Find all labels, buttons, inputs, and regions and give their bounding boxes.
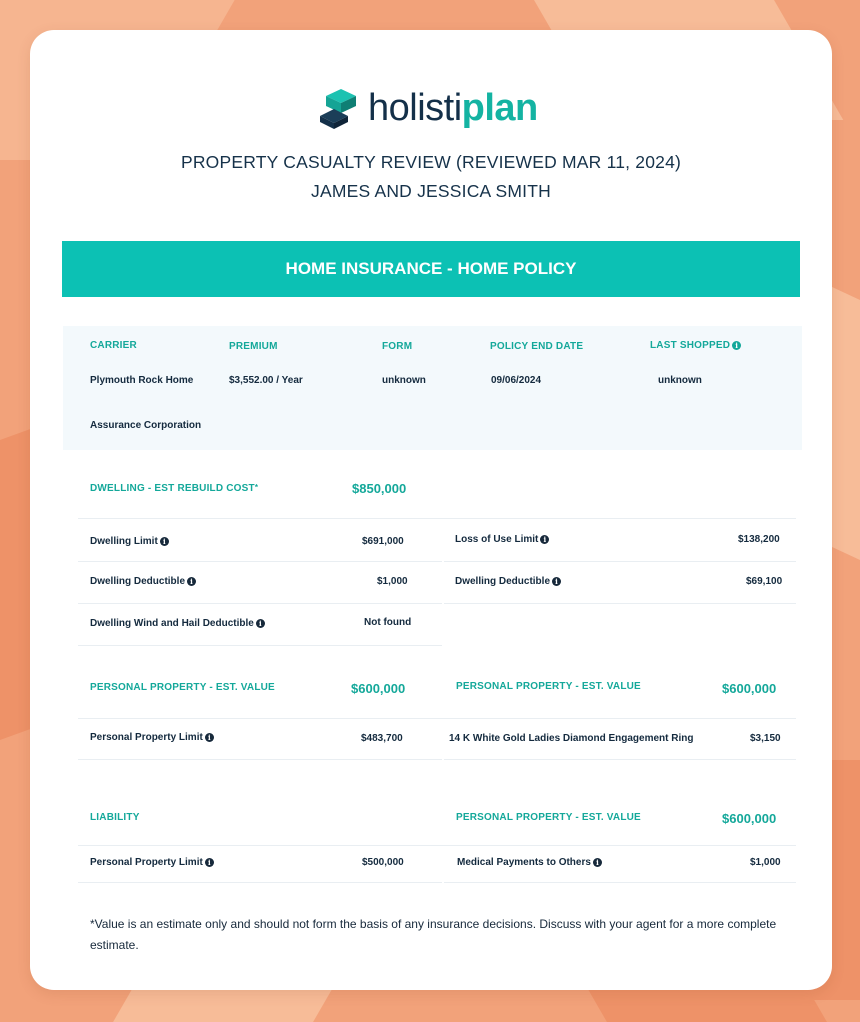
table-row bbox=[78, 719, 442, 760]
info-icon[interactable]: i bbox=[593, 858, 602, 867]
row-label: 14 K White Gold Ladies Diamond Engagement Ring bbox=[449, 733, 694, 744]
info-icon[interactable]: i bbox=[540, 535, 549, 544]
row-label: Dwelling Deductible i bbox=[90, 576, 196, 587]
form-label: FORM bbox=[382, 341, 413, 352]
brand-logo bbox=[320, 82, 560, 134]
disclaimer-footnote: *Value is an estimate only and should not form the basis of any insurance decisions. Discuss with your agent for a more complete estimate. bbox=[90, 917, 777, 952]
carrier-label: CARRIER bbox=[90, 340, 137, 351]
table-row bbox=[78, 519, 442, 562]
table-row bbox=[444, 561, 796, 604]
row-label: Medical Payments to Others i bbox=[457, 857, 602, 868]
info-icon[interactable]: i bbox=[732, 341, 741, 350]
row-label: Dwelling Wind and Hail Deductible i bbox=[90, 618, 265, 629]
review-card bbox=[30, 30, 832, 990]
row-value: $1,000 bbox=[377, 576, 408, 587]
brand-wordmark: holistiplan bbox=[368, 86, 538, 129]
row-label: Loss of Use Limit i bbox=[455, 534, 549, 545]
last-shopped-value: unknown bbox=[658, 375, 702, 386]
report-title: PROPERTY CASUALTY REVIEW (REVIEWED MAR 11, 2024) bbox=[180, 152, 682, 172]
liability-right-value: $600,000 bbox=[722, 811, 777, 826]
row-value: $483,700 bbox=[361, 733, 403, 744]
table-row bbox=[78, 561, 442, 604]
table-row bbox=[78, 846, 442, 883]
info-icon[interactable]: i bbox=[205, 733, 214, 742]
table-row bbox=[444, 719, 796, 760]
form-value: unknown bbox=[382, 375, 426, 386]
row-label: Personal Property Limit i bbox=[90, 732, 214, 743]
row-value: $500,000 bbox=[362, 857, 404, 868]
personal-property-value: $600,000 bbox=[351, 681, 406, 696]
premium-value: $3,552.00 / Year bbox=[229, 375, 303, 386]
client-names: JAMES AND JESSICA SMITH bbox=[311, 181, 551, 201]
info-icon[interactable]: i bbox=[256, 619, 265, 628]
personal-property-label-right: PERSONAL PROPERTY - EST. VALUE bbox=[456, 681, 641, 692]
row-label: Personal Property Limit i bbox=[90, 857, 214, 868]
row-value: $3,150 bbox=[750, 733, 781, 744]
liability-label: LIABILITY bbox=[90, 812, 140, 823]
info-icon[interactable]: i bbox=[187, 577, 196, 586]
row-value: $138,200 bbox=[738, 534, 780, 545]
row-value: $69,100 bbox=[746, 576, 783, 587]
carrier-value-line2: Assurance Corporation bbox=[90, 420, 202, 431]
carrier-value-line1: Plymouth Rock Home bbox=[90, 375, 194, 386]
policy-banner: HOME INSURANCE - HOME POLICY bbox=[62, 241, 800, 297]
holistiplan-cube-logo-icon bbox=[320, 87, 362, 129]
last-shopped-label: LAST SHOPPED i bbox=[650, 340, 741, 351]
personal-property-value-right: $600,000 bbox=[722, 681, 777, 696]
row-value: $691,000 bbox=[362, 536, 404, 547]
row-label: Dwelling Limit i bbox=[90, 536, 169, 547]
table-row bbox=[78, 603, 442, 646]
row-label: Dwelling Deductible i bbox=[455, 576, 561, 587]
policy-end-date-value: 09/06/2024 bbox=[491, 375, 542, 386]
table-row bbox=[444, 846, 796, 883]
policy-end-date-label: POLICY END DATE bbox=[490, 341, 584, 352]
premium-label: PREMIUM bbox=[229, 341, 278, 352]
personal-property-label: PERSONAL PROPERTY - EST. VALUE bbox=[90, 682, 275, 693]
info-icon[interactable]: i bbox=[205, 858, 214, 867]
info-icon[interactable]: i bbox=[160, 537, 169, 546]
info-icon[interactable]: i bbox=[552, 577, 561, 586]
table-row bbox=[444, 519, 796, 562]
row-value: $1,000 bbox=[750, 857, 781, 868]
dwelling-rebuild-cost: $850,000 bbox=[352, 481, 407, 496]
row-value: Not found bbox=[364, 617, 412, 628]
liability-right-label: PERSONAL PROPERTY - EST. VALUE bbox=[456, 812, 641, 823]
dwelling-section-label: DWELLING - EST REBUILD COST* bbox=[90, 483, 259, 494]
